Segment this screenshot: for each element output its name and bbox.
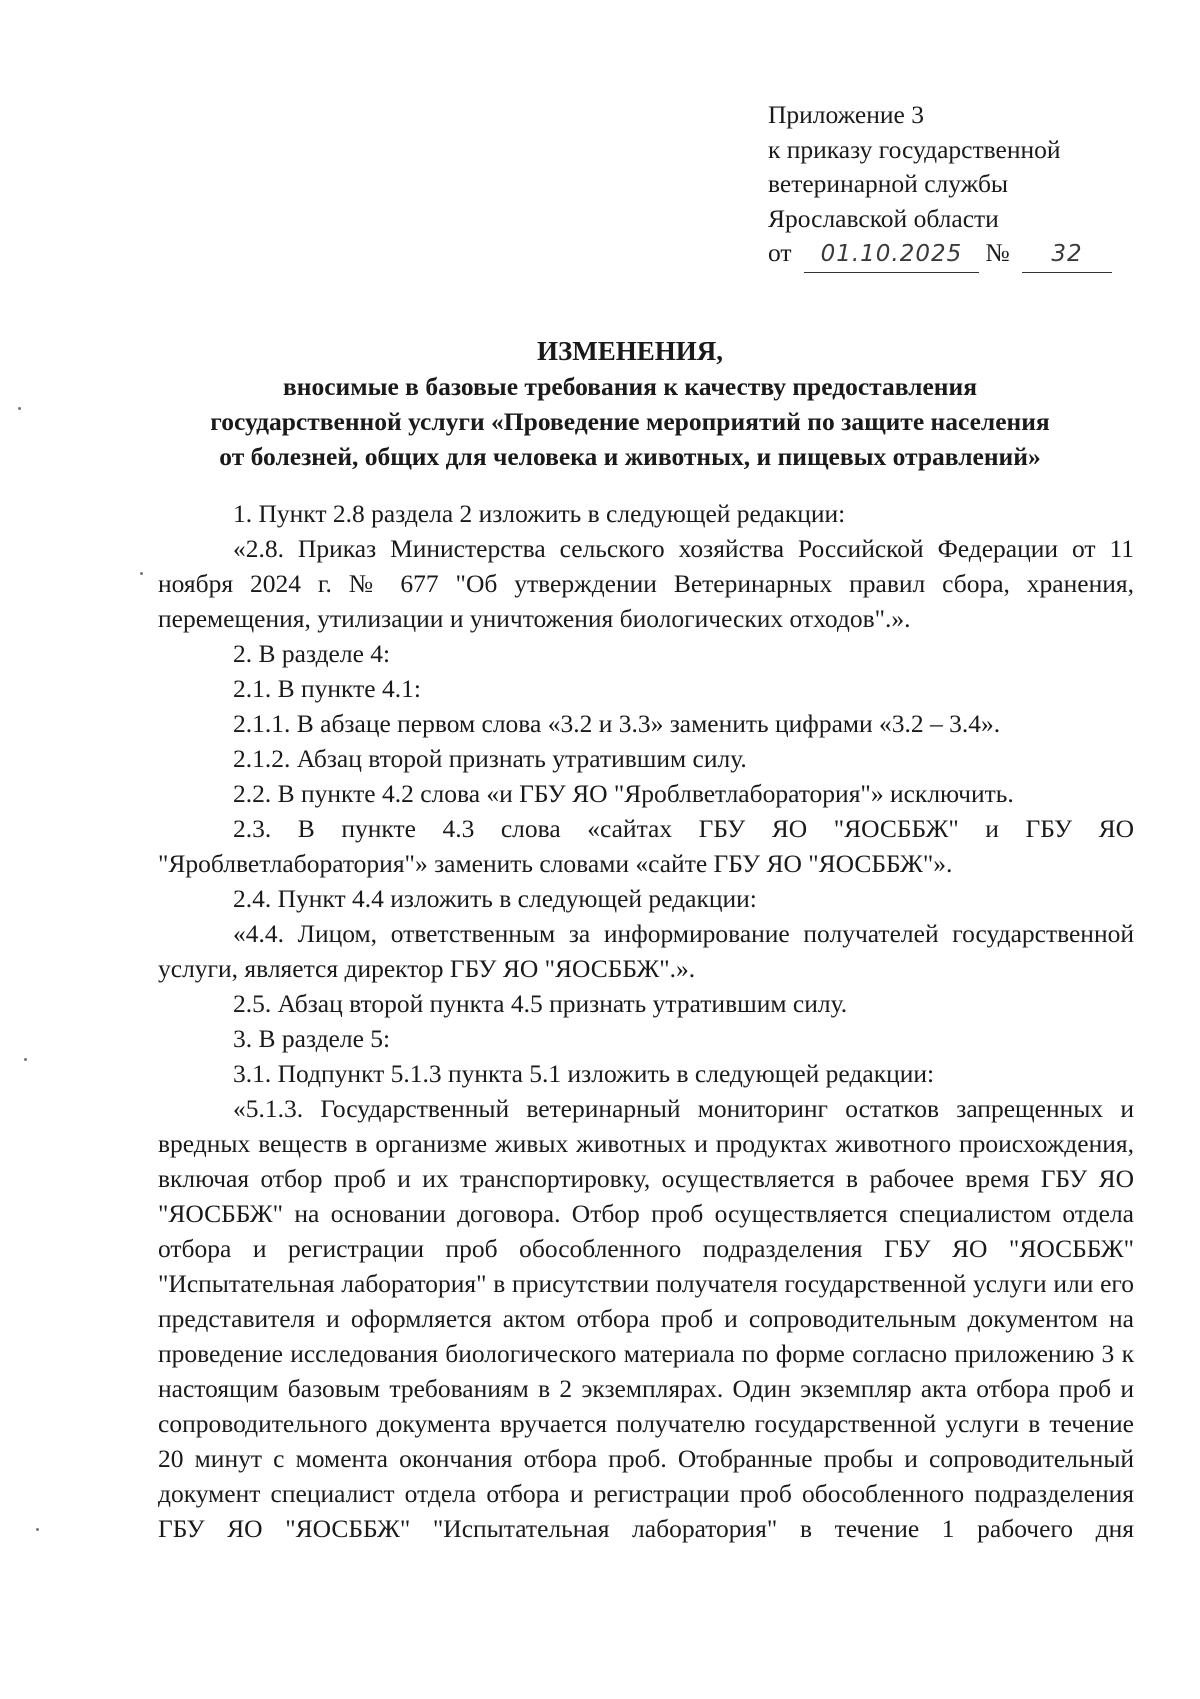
paragraph: 1. Пункт 2.8 раздела 2 изложить в следующей редакции: [233, 499, 846, 528]
paragraph: 2.1.2. Абзац второй признать утратившим силу. [233, 744, 747, 773]
paragraph: «2.8. Приказ Министерства сельского хозяйства Российской Федерации от 11 ноября 2024 г. № 677 "Об утверждении Ветеринарных правил сбора, хранения, перемещения, утилизации и уничтожения биологических отходов".». [158, 534, 1134, 633]
appendix-block [768, 98, 1112, 273]
paragraph: «5.1.3. Государственный ветеринарный мониторинг остатков запрещенных и вредных веществ в организме живых животных и продуктах животного происхождения, включая отбор проб и их транспортировку, осуществляется в рабочее время ГБУ ЯО "ЯОСББЖ" на основании договора. Отбор проб осуществляется специалистом отдела отбора и регистрации проб обособленного подразделения ГБУ ЯО "ЯОСББЖ" "Испытательная лаборатория" в присутствии получателя государственной услуги или его представителя и оформляется актом отбора проб и сопроводительным документом на проведение исследования биологического материала по форме согласно приложению 3 к настоящим базовым требованиям в 2 экземплярах. Один экземпляр акта отбора проб и сопроводительного документа вручается получателю государственной услуги в течение 20 минут с момента окончания отбора проб. Отобранные пробы и сопроводительный документ специалист отдела отбора и регистрации проб обособленного подразделения ГБУ ЯО "ЯОСББЖ" "Испытательная лаборатория" в течение 1 рабочего дня [158, 1094, 1134, 1543]
title-heading: ИЗМЕНЕНИЯ, [536, 336, 723, 366]
paragraph: «4.4. Лицом, ответственным за информирование получателей государственной услуги, является директор ГБУ ЯО "ЯОСББЖ".». [158, 919, 1134, 983]
scan-speck [140, 572, 143, 575]
appendix-line: Ярославской области [768, 203, 999, 233]
paragraph: 2.4. Пункт 4.4 изложить в следующей редакции: [233, 884, 757, 913]
paragraph: 2. В разделе 4: [233, 639, 391, 668]
paragraph: 2.5. Абзац второй пункта 4.5 признать утратившим силу. [233, 989, 848, 1018]
appendix-line: ветеринарной службы [768, 169, 1009, 198]
title-line: от болезней, общих для человека и животных, и пищевых отравлений» [219, 442, 1041, 471]
paragraph: 2.1.1. В абзаце первом слова «3.2 и 3.3» заменить цифрами «3.2 – 3.4». [233, 709, 1001, 738]
appendix-line: к приказу государственной [768, 134, 1061, 164]
number-sign: № [985, 238, 1010, 267]
title-line: государственной услуги «Проведение мероприятий по защите населения [210, 407, 1050, 436]
handwritten-date: 01.10.2025 [804, 237, 979, 273]
appendix-line: Приложение 3 [768, 100, 924, 129]
document-title [140, 334, 1120, 474]
paragraph: 3. В разделе 5: [233, 1024, 391, 1053]
handwritten-number: 32 [1022, 237, 1112, 273]
scan-speck [36, 1528, 39, 1531]
order-date-line [768, 236, 1112, 273]
title-line: вносимые в базовые требования к качеству предоставления [282, 372, 977, 401]
paragraph: 2.3. В пункте 4.3 слова «сайтах ГБУ ЯО "ЯОСББЖ" и ГБУ ЯО "Яроблветлаборатория"» заменить словами «сайте ГБУ ЯО "ЯОСББЖ"». [158, 814, 1134, 878]
date-prefix: от [768, 238, 792, 267]
document-body [158, 496, 1134, 1546]
scan-speck [18, 407, 21, 410]
paragraph: 3.1. Подпункт 5.1.3 пункта 5.1 изложить в следующей редакции: [233, 1059, 935, 1088]
scan-speck [24, 1058, 27, 1061]
paragraph: 2.2. В пункте 4.2 слова «и ГБУ ЯО "Яроблветлаборатория"» исключить. [233, 779, 1014, 808]
paragraph: 2.1. В пункте 4.1: [233, 674, 421, 703]
